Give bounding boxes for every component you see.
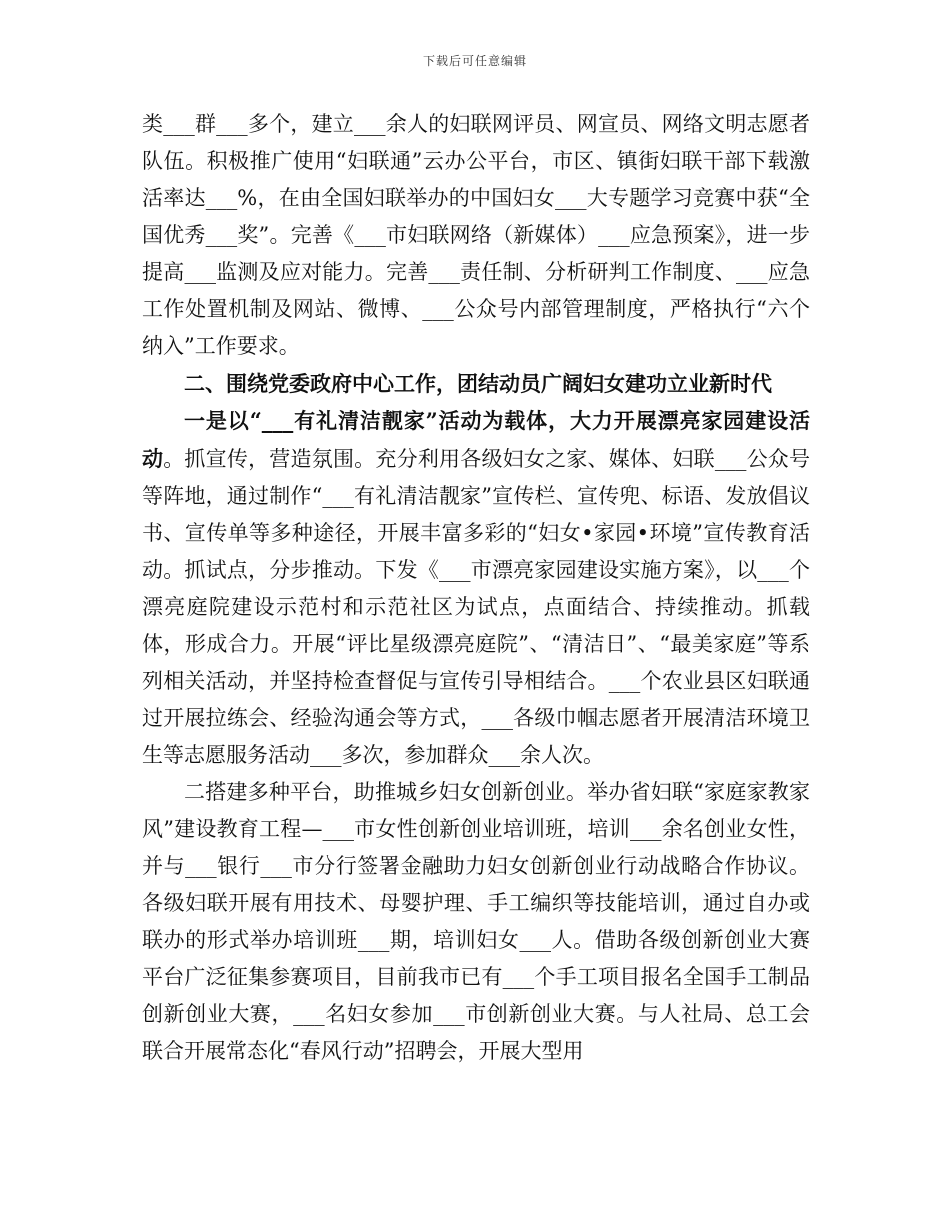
paragraph-continuation: 类___群___多个，建立___余人的妇联网评员、网宣员、网络文明志愿者队伍。积极推广使用“妇联通”云办公平台，市区、镇街妇联干部下载激活率达___%，在由全国妇联举办的中国妇女___大专题学习竞赛中获“全国优秀___奖”。完善《___市妇联网络（新媒体）___应急预案》，进一步提高___监测及应对能力。完善___责任制、分析研判工作制度、___应急工作处置机制及网站、微博、___公众号内部管理制度，严格执行“六个纳入”工作要求。 [142,112,810,358]
paragraph-lead-bold: 一是以“___有礼清洁靓家”活动为载体，大力开展漂亮家园建设活动 [142,408,810,471]
paragraph-entrepreneurship: 二搭建多种平台，助推城乡妇女创新创业。举办省妇联“家庭家教家风”建设教育工程—___市女性创新创业培训班，培训___余名创业女性，并与___银行___市分行签署金融助力妇女创新创业行动战略合作协议。各级妇联开展有用技术、母婴护理、手工编织等技能培训，通过自办或联办的形式举办培训班___期，培训妇女___人。借助各级创新创业大赛平台广泛征集参赛项目，目前我市已有___个手工项目报名全国手工制品创新创业大赛，___名妇女参加___市创新创业大赛。与人社局、总工会联合开展常态化“春风行动”招聘会，开展大型用 [142,780,810,1063]
page-header: 下载后可任意编辑 [422,54,527,68]
paragraph-body-text: 。抓宣传，营造氛围。充分利用各级妇女之家、媒体、妇联___公众号等阵地，通过制作“___有礼清洁靓家”宣传栏、宣传兜、标语、发放倡议书、宣传单等多种途径，开展丰富多彩的“妇女•家园•环境”宣传教育活动。抓试点，分步推动。下发《___市漂亮家园建设实施方案》，以___个漂亮庭院建设示范村和示范社区为试点，点面结合、持续推动。抓载体，形成合力。开展“评比星级漂亮庭院”、“清洁日”、“最美家庭”等系列相关活动，并坚持检查督促与宣传引导相结合。___个农业县区妇联通过开展拉练会、经验沟通会等方式，___各级巾帼志愿者开展清洁环境卫生等志愿服务活动___多次，参加群众___余人次。 [142,447,810,767]
paragraph-beautiful-home [142,402,810,774]
document-body [142,106,810,1070]
section-heading: 二、围绕党委政府中心工作，团结动员广阔妇女建功立业新时代 [184,371,772,396]
